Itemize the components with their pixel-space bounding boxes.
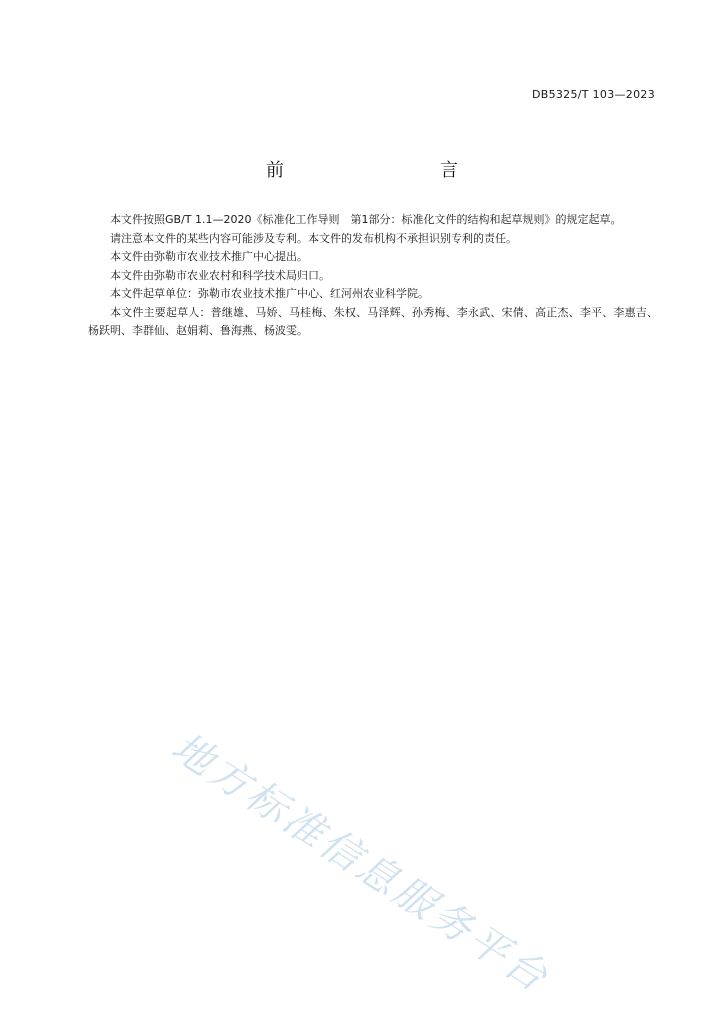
paragraph-drafters: 本文件主要起草人：普继雄、马娇、马桂梅、朱权、马泽辉、孙秀梅、李永武、宋倩、高正杰、李平、李惠吉、杨跃明、李群仙、赵娟莉、鲁海燕、杨波雯。 [88, 305, 658, 337]
paragraph-drafting-units: 本文件起草单位：弥勒市农业技术推广中心、红河州农业科学院。 [110, 287, 429, 300]
paragraph-drafting-rules: 本文件按照GB/T 1.1—2020《标准化工作导则 第1部分：标准化文件的结构和起草规则》的规定起草。 [110, 213, 622, 226]
paragraph-proposer: 本文件由弥勒市农业技术推广中心提出。 [110, 250, 308, 263]
watermark: 地方标准信息服务平台 [163, 724, 558, 1003]
document-code: DB5325/T 103—2023 [531, 88, 655, 101]
paragraph-administrator: 本文件由弥勒市农业农村和科学技术局归口。 [110, 268, 330, 282]
foreword-body [88, 211, 658, 341]
paragraph-patent-notice: 请注意本文件的某些内容可能涉及专利。本文件的发布机构不承担识别专利的责任。 [110, 231, 517, 245]
page-title: 前 言 [266, 160, 498, 181]
